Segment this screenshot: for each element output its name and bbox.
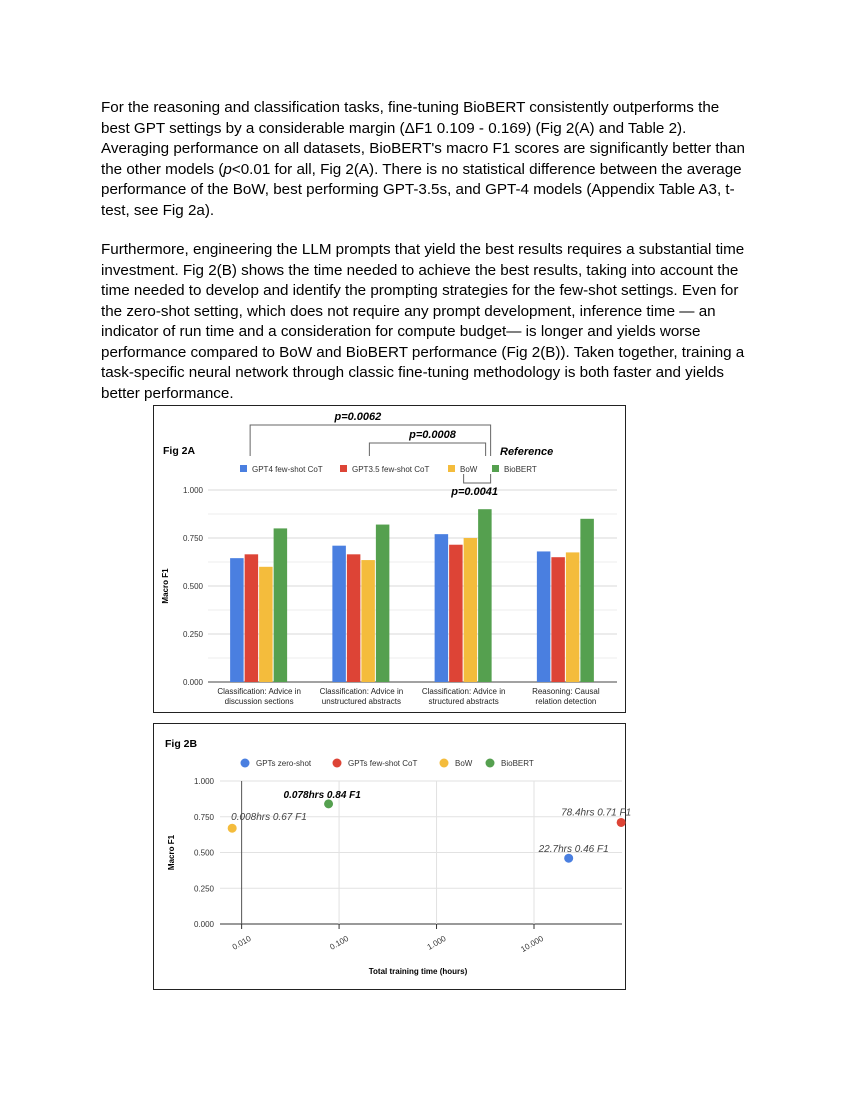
fig2b-legend-marker	[486, 759, 495, 768]
fig2b-ytick-label: 1.000	[193, 777, 214, 786]
fig2a-legend-label: GPT4 few-shot CoT	[252, 465, 323, 474]
fig2a-bar	[245, 554, 259, 682]
fig2a-bar	[478, 509, 492, 682]
fig2a-bar	[580, 519, 594, 682]
fig2b-legend-label: BioBERT	[501, 759, 534, 768]
fig2b-scatter-chart	[154, 724, 632, 988]
fig2b-title: Fig 2B	[165, 738, 198, 750]
fig2a-bar	[537, 551, 551, 682]
fig2b-legend-label: GPTs zero-shot	[256, 759, 312, 768]
fig2b-point-label: 0.078hrs 0.84 F1	[283, 789, 361, 801]
fig2a-bar	[464, 538, 478, 682]
fig2a-bar	[230, 558, 244, 682]
fig2a-ytick-label: 0.500	[182, 582, 203, 591]
fig2a-ytick-label: 1.000	[182, 486, 203, 495]
fig2b-legend-marker	[241, 759, 250, 768]
fig2b-ytick-label: 0.250	[193, 884, 214, 894]
fig2b-point-label: 0.008hrs 0.67 F1	[231, 812, 307, 824]
fig2b-legend-label: GPTs few-shot CoT	[348, 759, 418, 768]
fig2a-annotation: p=0.0062	[334, 411, 382, 423]
fig2a-category-label: Reasoning: Causal	[532, 687, 600, 696]
fig2a-bar	[551, 557, 565, 682]
fig2b-point	[617, 818, 626, 827]
fig2a-bar	[361, 560, 375, 682]
fig2a-legend-swatch	[448, 465, 455, 472]
fig2b-legend-label: BoW	[455, 759, 473, 768]
fig2a-legend-swatch	[340, 465, 347, 472]
fig2b-ytick-label: 0.000	[193, 920, 214, 929]
paragraph-time-investment	[101, 240, 751, 404]
fig2a-annotation: p=0.0041	[451, 486, 499, 498]
figure-2a	[153, 405, 626, 713]
fig2a-bar-chart	[154, 406, 624, 711]
paragraph-results	[101, 98, 751, 221]
p1-segment-1: p	[223, 160, 232, 178]
fig2b-xtick-label: 0.010	[230, 933, 253, 952]
fig2b-xlabel: Total training time (hours)	[368, 967, 468, 976]
fig2a-annotation: p=0.0008	[409, 429, 456, 441]
fig2b-legend-marker	[440, 759, 449, 768]
fig2a-ylabel: Macro F1	[161, 568, 170, 604]
p1-segment-0: For the reasoning and classification tasks, fine-tuning BioBERT consistently outperforms the best GPT settings by a considerable margin (ΔF1 0.109 - 0.169) (Fig 2(A) and Table 2). Averaging performance on all datasets, BioBERT's macro F1 scores are significantly better than the other models (	[101, 99, 745, 178]
fig2b-legend-marker	[333, 759, 342, 768]
p1-segment-2: <0.01 for all, Fig 2(A). There is no statistical difference between the average performance of the BoW, best performing GPT-3.5s, and GPT-4 models (Appendix Table A3, t-test, see Fig 2a).	[101, 160, 742, 219]
figure-2b	[153, 723, 632, 990]
fig2b-point-label: 22.7hrs 0.46 F1	[538, 844, 609, 856]
fig2a-title: Fig 2A	[163, 445, 196, 457]
fig2a-category-label: Classification: Advice in	[319, 687, 404, 696]
fig2a-bar	[566, 552, 580, 682]
fig2b-point	[228, 824, 237, 833]
fig2a-bracket-2	[369, 443, 485, 456]
fig2a-bar	[274, 528, 288, 682]
fig2b-ylabel: Macro F1	[167, 834, 176, 871]
fig2a-category-label: discussion sections	[224, 697, 294, 706]
fig2a-bar	[449, 545, 463, 682]
fig2a-legend-label: BoW	[460, 465, 478, 474]
fig2b-xtick-label: 1.000	[425, 933, 448, 952]
fig2b-ytick-label: 0.500	[193, 848, 214, 858]
p2-segment-0: Furthermore, engineering the LLM prompts that yield the best results requires a substantial time investment. Fig 2(B) shows the time needed to achieve the best results, taking into account the time needed to develop and identify the prompting strategies for the few-shot settings. Even for the zero-shot setting, which does not require any prompt development, inference time — an indicator of run time and a consideration for compute budget— is longer and yields worse performance compared to BoW and BioBERT performance (Fig 2(B)). Taken together, training a task-specific neural network through classic fine-tuning methodology is both faster and yields better performance.	[101, 241, 745, 402]
fig2a-bar	[332, 546, 346, 682]
fig2b-ytick-label: 0.750	[193, 812, 214, 822]
fig2a-bar	[259, 567, 273, 682]
fig2a-category-label: relation detection	[535, 697, 597, 706]
fig2a-bracket-3	[464, 474, 491, 483]
fig2a-legend-label: BioBERT	[504, 465, 537, 474]
fig2a-legend-swatch	[492, 465, 499, 472]
fig2a-reference-label: Reference	[500, 446, 554, 458]
fig2a-category-label: Classification: Advice in	[421, 687, 506, 696]
fig2a-category-label: Classification: Advice in	[217, 687, 301, 696]
fig2a-ytick-label: 0.250	[182, 630, 203, 639]
fig2a-bar	[347, 554, 361, 682]
fig2a-ytick-label: 0.750	[182, 534, 203, 543]
fig2b-xtick-label: 0.100	[328, 933, 351, 952]
fig2a-bar	[376, 525, 390, 682]
fig2a-legend-swatch	[240, 465, 247, 472]
fig2a-ytick-label: 0.000	[182, 678, 203, 687]
fig2b-point-label: 78.4hrs 0.71 F1	[561, 807, 632, 819]
fig2a-bar	[435, 534, 449, 682]
fig2a-legend-label: GPT3.5 few-shot CoT	[352, 465, 430, 474]
fig2b-xtick-label: 10.000	[519, 933, 545, 954]
fig2a-category-label: unstructured abstracts	[321, 697, 401, 706]
fig2a-category-label: structured abstracts	[428, 697, 499, 706]
